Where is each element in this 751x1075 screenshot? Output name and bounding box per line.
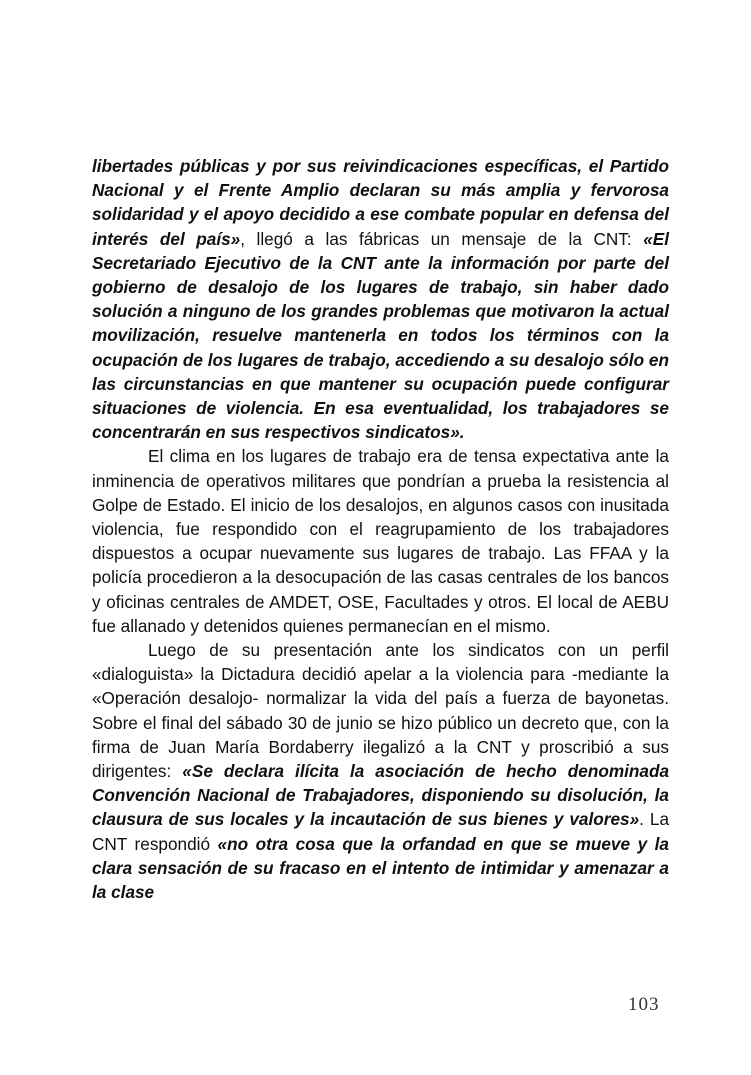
paragraph-2	[92, 444, 669, 638]
narrative-text: . La CNT respondió	[92, 809, 670, 854]
quote-cnt-response: «no otra cosa que la orfandad en que se mueve y la clara sensación de su fracaso en el intento de intimidar y amenazar a la clase	[92, 833, 669, 903]
quote-cnt-message: «El Secretariado Ejecutivo de la CNT ante la información por parte del gobierno de desalojo de los lugares de trabajo, sin haber dado solución a ninguno de los grandes problemas que motivaron la actual movilización, resuelve mantenerla en todos los términos con la ocupación de los lugares de trabajo, accediendo a su desalojo sólo en las circunstancias en que mantener su ocupación puede configurar situaciones de violencia. En esa eventualidad, los trabajadores se concentrarán en sus respectivos sindicatos».	[92, 228, 669, 443]
narrative-text: El clima en los lugares de trabajo era de tensa expectativa ante la inminencia de operativos militares que pondrían a prueba la resistencia al Golpe de Estado. El inicio de los desalojos, en algunos casos con inusitada violencia, fue respondido con el reagrupamiento de los trabajadores dispuestos a ocupar nuevamente sus lugares de trabajo. Las FFAA y la policía procedieron a la desocupación de las casas centrales de los bancos y oficinas centrales de AMDET, OSE, Facultades y otros. El local de AEBU fue allanado y detenidos quienes permanecían en el mismo.	[92, 446, 669, 636]
quote-decree: «Se declara ilícita la asociación de hecho denominada Convención Nacional de Trabajadores, disponiendo su disolución, la clausura de sus locales y la incautación de sus bienes y valores»	[92, 761, 669, 830]
paragraph-3	[92, 638, 669, 904]
narrative-text: , llegó a las fábricas un mensaje de la CNT:	[240, 228, 644, 249]
paragraph-1	[92, 154, 669, 444]
page-body	[92, 154, 669, 904]
quote-party-solidarity: libertades públicas y por sus reivindicaciones específicas, el Partido Nacional y el Frente Amplio declaran su más amplia y fervorosa solidaridad y el apoyo decidido a ese combate popular en defensa del interés del país»	[92, 156, 669, 249]
narrative-text: Luego de su presentación ante los sindicatos con un perfil «dialoguista» la Dictadura decidió apelar a la violencia para -mediante la «Operación desalojo- normalizar la vida del país a fuerza de bayonetas. Sobre el final del sábado 30 de junio se hizo público un decreto que, con la firma de Juan María Bordaberry ilegalizó a la CNT y proscribió a sus dirigentes:	[92, 640, 669, 782]
page-number: 103	[628, 994, 660, 1015]
